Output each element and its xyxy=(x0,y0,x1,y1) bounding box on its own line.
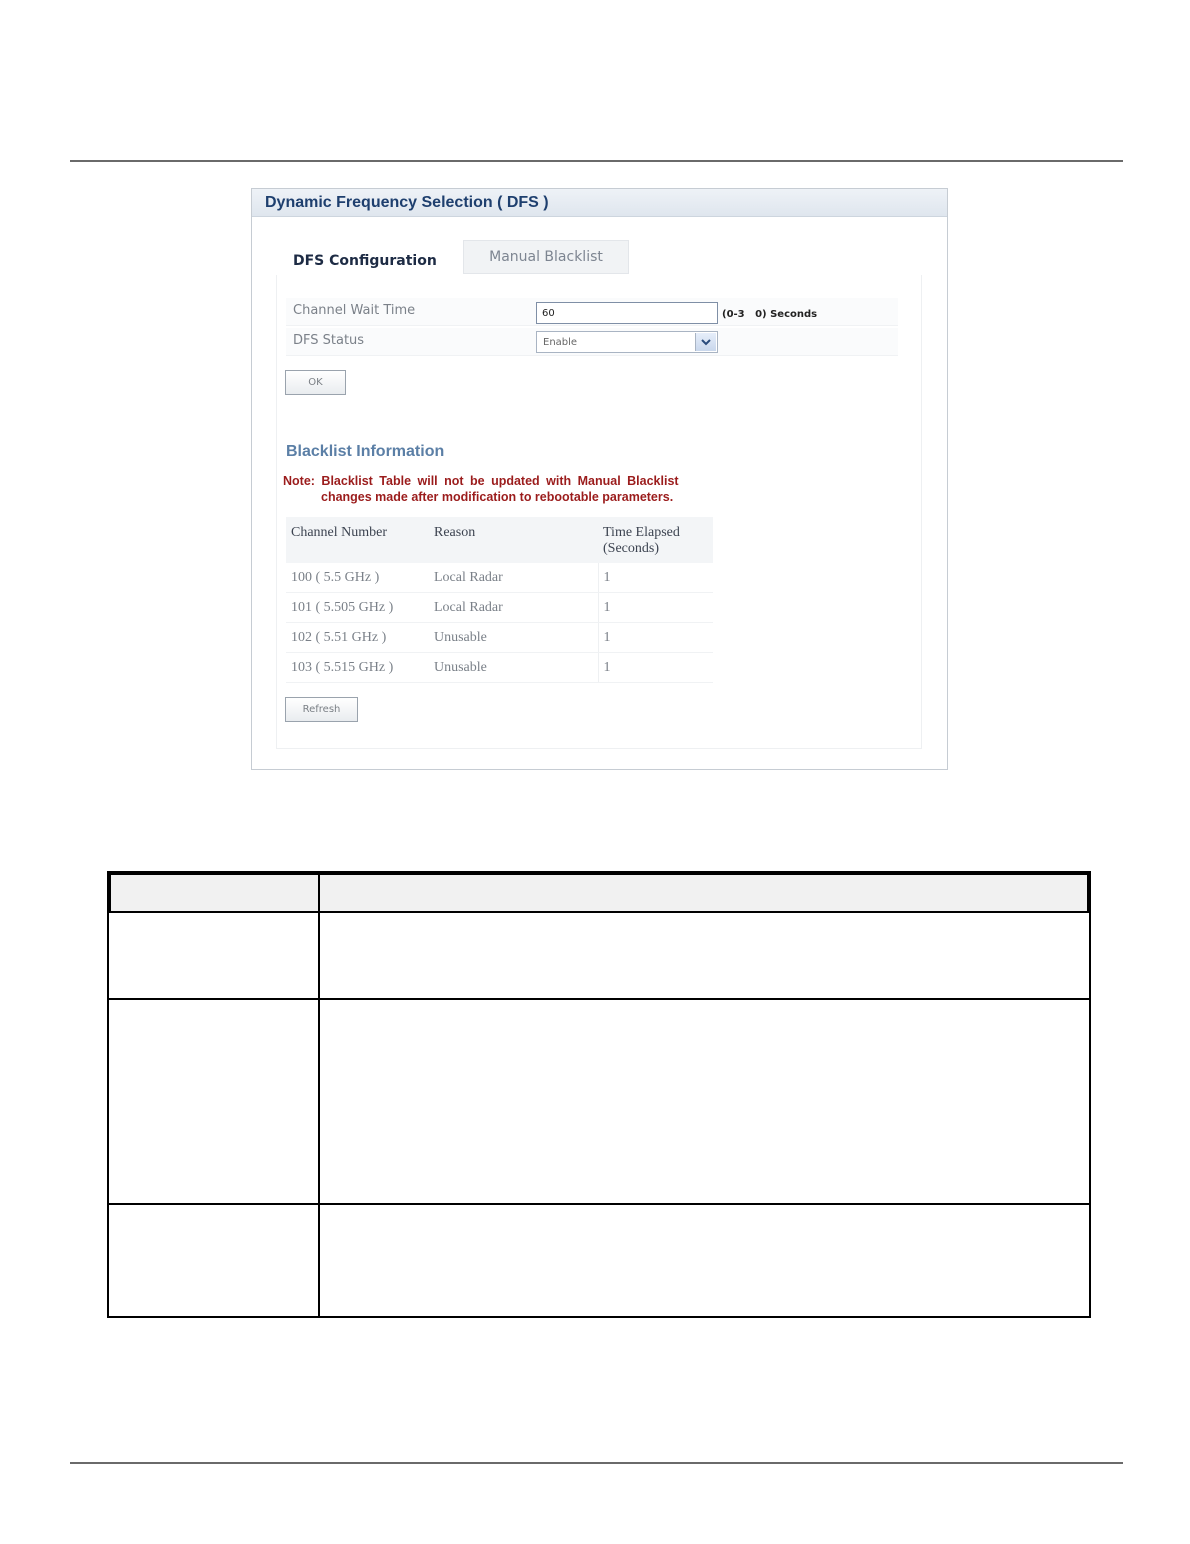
table-row xyxy=(286,563,713,593)
top-rule xyxy=(70,160,1123,162)
chevron-down-icon[interactable] xyxy=(695,333,716,351)
table-row xyxy=(286,653,713,683)
cell-reason: Local Radar xyxy=(429,593,598,623)
cell-channel: 101 ( 5.505 GHz ) xyxy=(286,593,429,623)
note-line-2: changes made after modification to rebootable parameters. xyxy=(321,490,674,504)
cell-channel: 100 ( 5.5 GHz ) xyxy=(286,563,429,593)
table-row xyxy=(286,593,713,623)
panel-header xyxy=(252,189,947,217)
document-table xyxy=(107,871,1091,1318)
blacklist-information-title: Blacklist Information xyxy=(286,443,445,460)
tab-manual-blacklist[interactable]: Manual Blacklist xyxy=(463,240,629,274)
bottom-rule xyxy=(70,1462,1123,1464)
document-table-row-divider xyxy=(109,1203,1089,1205)
dfs-panel xyxy=(251,188,948,770)
cell-elapsed: 1 xyxy=(598,623,713,653)
channel-wait-time-input[interactable] xyxy=(536,302,718,324)
cell-reason: Local Radar xyxy=(429,563,598,593)
cell-elapsed: 1 xyxy=(598,653,713,683)
col-channel-number: Channel Number xyxy=(286,517,429,563)
table-header-row xyxy=(286,517,713,563)
document-table-column-divider xyxy=(318,873,320,1316)
cell-reason: Unusable xyxy=(429,653,598,683)
cell-channel: 102 ( 5.51 GHz ) xyxy=(286,623,429,653)
cell-elapsed: 1 xyxy=(598,593,713,623)
col-time-elapsed-line1: Time Elapsed xyxy=(603,525,680,540)
dfs-status-select[interactable] xyxy=(536,331,718,353)
cell-elapsed: 1 xyxy=(598,563,713,593)
channel-wait-time-label: Channel Wait Time xyxy=(293,303,416,318)
dfs-status-value: Enable xyxy=(543,337,578,348)
document-table-header xyxy=(109,873,1089,913)
col-time-elapsed xyxy=(598,517,713,563)
table-row xyxy=(286,623,713,653)
col-time-elapsed-line2: (Seconds) xyxy=(603,541,659,556)
cell-reason: Unusable xyxy=(429,623,598,653)
blacklist-note xyxy=(283,473,723,505)
ok-button[interactable]: OK xyxy=(285,370,346,395)
document-table-row-divider xyxy=(109,998,1089,1000)
cell-channel: 103 ( 5.515 GHz ) xyxy=(286,653,429,683)
blacklist-table xyxy=(286,517,713,683)
tab-dfs-configuration[interactable]: DFS Configuration xyxy=(285,243,455,279)
dfs-status-label: DFS Status xyxy=(293,333,365,348)
channel-wait-time-range: (0-3 0) Seconds xyxy=(722,309,818,320)
note-line-1: Note: Blacklist Table will not be updated with Manual Blacklist xyxy=(283,474,679,488)
refresh-button[interactable]: Refresh xyxy=(285,697,358,722)
col-reason: Reason xyxy=(429,517,598,563)
panel-title: Dynamic Frequency Selection ( DFS ) xyxy=(265,193,549,211)
